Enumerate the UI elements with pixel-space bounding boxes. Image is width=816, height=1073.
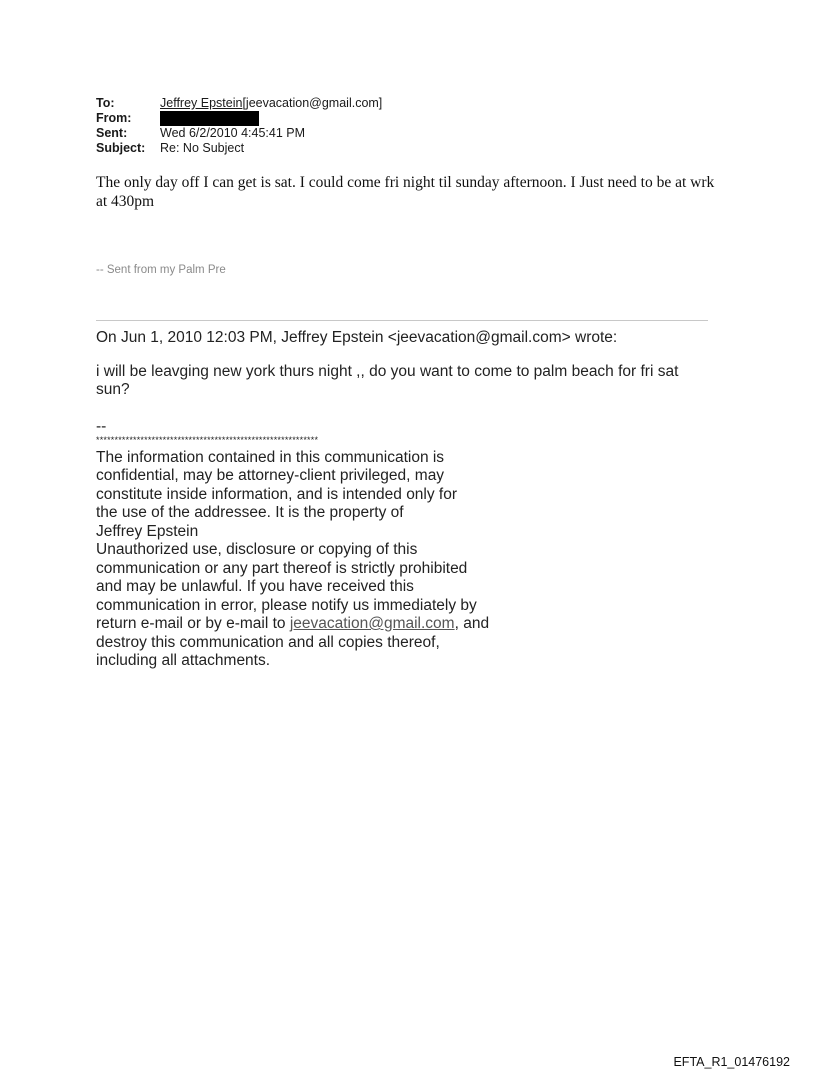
disclaimer-line: the use of the addressee. It is the property of [96,504,404,521]
quote-attribution: On Jun 1, 2010 12:03 PM, Jeffrey Epstein <jeevacation@gmail.com> wrote: [96,329,618,346]
disclaimer-line: including all attachments. [96,652,271,669]
disclaimer-line: Jeffrey Epstein [96,522,199,540]
sent-label: Sent: [96,126,128,140]
sent-row [96,126,382,141]
quote-divider [96,320,708,321]
signature-dash: -- [96,417,107,435]
from-label: From: [96,111,132,125]
subject-label: Subject: [96,141,146,155]
subject-value: Re: No Subject [160,141,245,155]
quoted-message [96,329,716,671]
redaction-block [160,111,259,126]
confidentiality-disclaimer [96,449,516,671]
disclaimer-line: constitute inside information, and is intended only for [96,485,458,503]
asterisk-separator: ************************************************************ [96,434,319,445]
email-link[interactable]: jeevacation@gmail.com [289,615,455,632]
subject-row [96,141,382,156]
to-label: To: [96,96,115,110]
disclaimer-line: The information contained in this communication is [96,448,445,466]
email-header [96,96,382,156]
to-email: [jeevacation@gmail.com] [242,96,383,110]
from-row [96,111,382,126]
return-prefix: return e-mail or by e-mail to [96,615,290,632]
message-signature: -- Sent from my Palm Pre [96,264,226,276]
message-body: The only day off I can get is sat. I could come fri night til sunday afternoon. I Just need to be at wrk at 430pm [96,174,715,210]
from-value [160,111,259,126]
to-row [96,96,382,111]
disclaimer-line: destroy this communication and all copies thereof, [96,633,440,651]
quoted-text: i will be leavging new york thurs night ,, do you want to come to palm beach for fri sat sun? [96,362,679,398]
disclaimer-line: Unauthorized use, disclosure or copying of this [96,541,418,558]
document-id: EFTA_R1_01476192 [673,1055,790,1069]
sent-value: Wed 6/2/2010 4:45:41 PM [160,126,306,140]
disclaimer-line: communication in error, please notify us immediately by [96,596,477,614]
return-suffix: , and [454,615,490,632]
disclaimer-line: confidential, may be attorney-client privileged, may [96,467,445,484]
to-value [160,96,382,111]
to-name: Jeffrey Epstein [160,96,243,110]
disclaimer-line: and may be unlawful. If you have received this [96,578,414,595]
disclaimer-line: communication or any part thereof is strictly prohibited [96,559,468,577]
disclaimer-line-with-link [96,615,516,634]
